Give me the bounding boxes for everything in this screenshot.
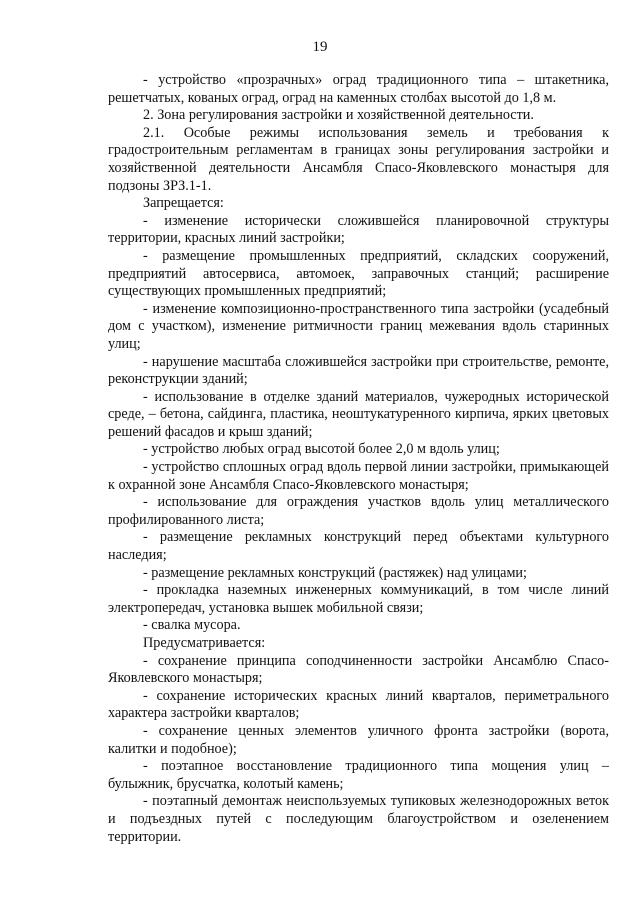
list-item: - устройство сплошных оград вдоль первой линии застройки, примыкающей к охранной зоне Ансамбля Спасо-Яковлевского монастыря; [108,459,609,493]
list-item: - прокладка наземных инженерных коммуникаций, в том числе линий электропередач, установка вышек мобильной связи; [108,582,609,616]
list-item: - изменение композиционно-пространственного типа застройки (усадебный дом с участком), изменение ритмичности границ межевания вдоль старинных улиц; [108,300,609,352]
paragraph: 2.1. Особые режимы использования земель и требования к градостроительным регламентам в границах зоны регулирования застройки и хозяйственной деятельности Ансамбля Спасо-Яковлевского монастыря для подзоны ЗРЗ.1-1. [108,124,609,194]
list-item: - размещение рекламных конструкций (растяжек) над улицами; [143,564,527,581]
list-item: - нарушение масштаба сложившейся застройки при строительстве, ремонте, реконструкции зданий; [108,353,609,388]
list-item: - поэтапное восстановление традиционного типа мощения улиц – булыжник, брусчатка, колотый камень; [108,758,609,792]
list-item: - изменение исторически сложившейся планировочной структуры территории, красных линий застройки; [108,212,609,247]
list-item: - размещение рекламных конструкций перед объектами культурного наследия; [108,529,609,564]
paragraph: - устройство «прозрачных» оград традиционного типа – штакетника, решетчатых, кованых оград, оград на каменных столбах высотой до 1,8 м. [108,72,609,106]
list-item: - использование для ограждения участков вдоль улиц металлического профилированного листа; [108,494,609,528]
list-item: - использование в отделке зданий материалов, чужеродных исторической среде, – бетона, сайдинга, пластика, неоштукатуренного кирпича, ярких цветовых решений фасадов и крыш зданий; [108,388,609,440]
section-heading: 2. Зона регулирования застройки и хозяйственной деятельности. [143,107,534,124]
list-item: - сохранение принципа соподчиненности застройки Ансамблю Спасо-Яковлевского монастыря; [108,652,609,687]
document-body [108,72,609,846]
list-item: - сохранение исторических красных линий кварталов, периметрального характера застройки кварталов; [108,687,609,722]
subheading-provided: Предусматривается: [143,635,266,651]
list-item: - поэтапный демонтаж неиспользуемых тупиковых железнодорожных веток и подъездных путей с последующим благоустройством и озеленением территории. [108,793,609,845]
list-item: - сохранение ценных элементов уличного фронта застройки (ворота, калитки и подобное); [108,722,609,757]
page-number: 19 [312,39,328,55]
subheading-prohibited: Запрещается: [143,195,224,212]
list-item: - свалка мусора. [143,617,241,634]
list-item: - размещение промышленных предприятий, складских сооружений, предприятий автосервиса, автомоек, заправочных станций; расширение существующих промышленных предприятий; [108,247,609,300]
list-item: - устройство любых оград высотой более 2,0 м вдоль улиц; [143,441,500,458]
